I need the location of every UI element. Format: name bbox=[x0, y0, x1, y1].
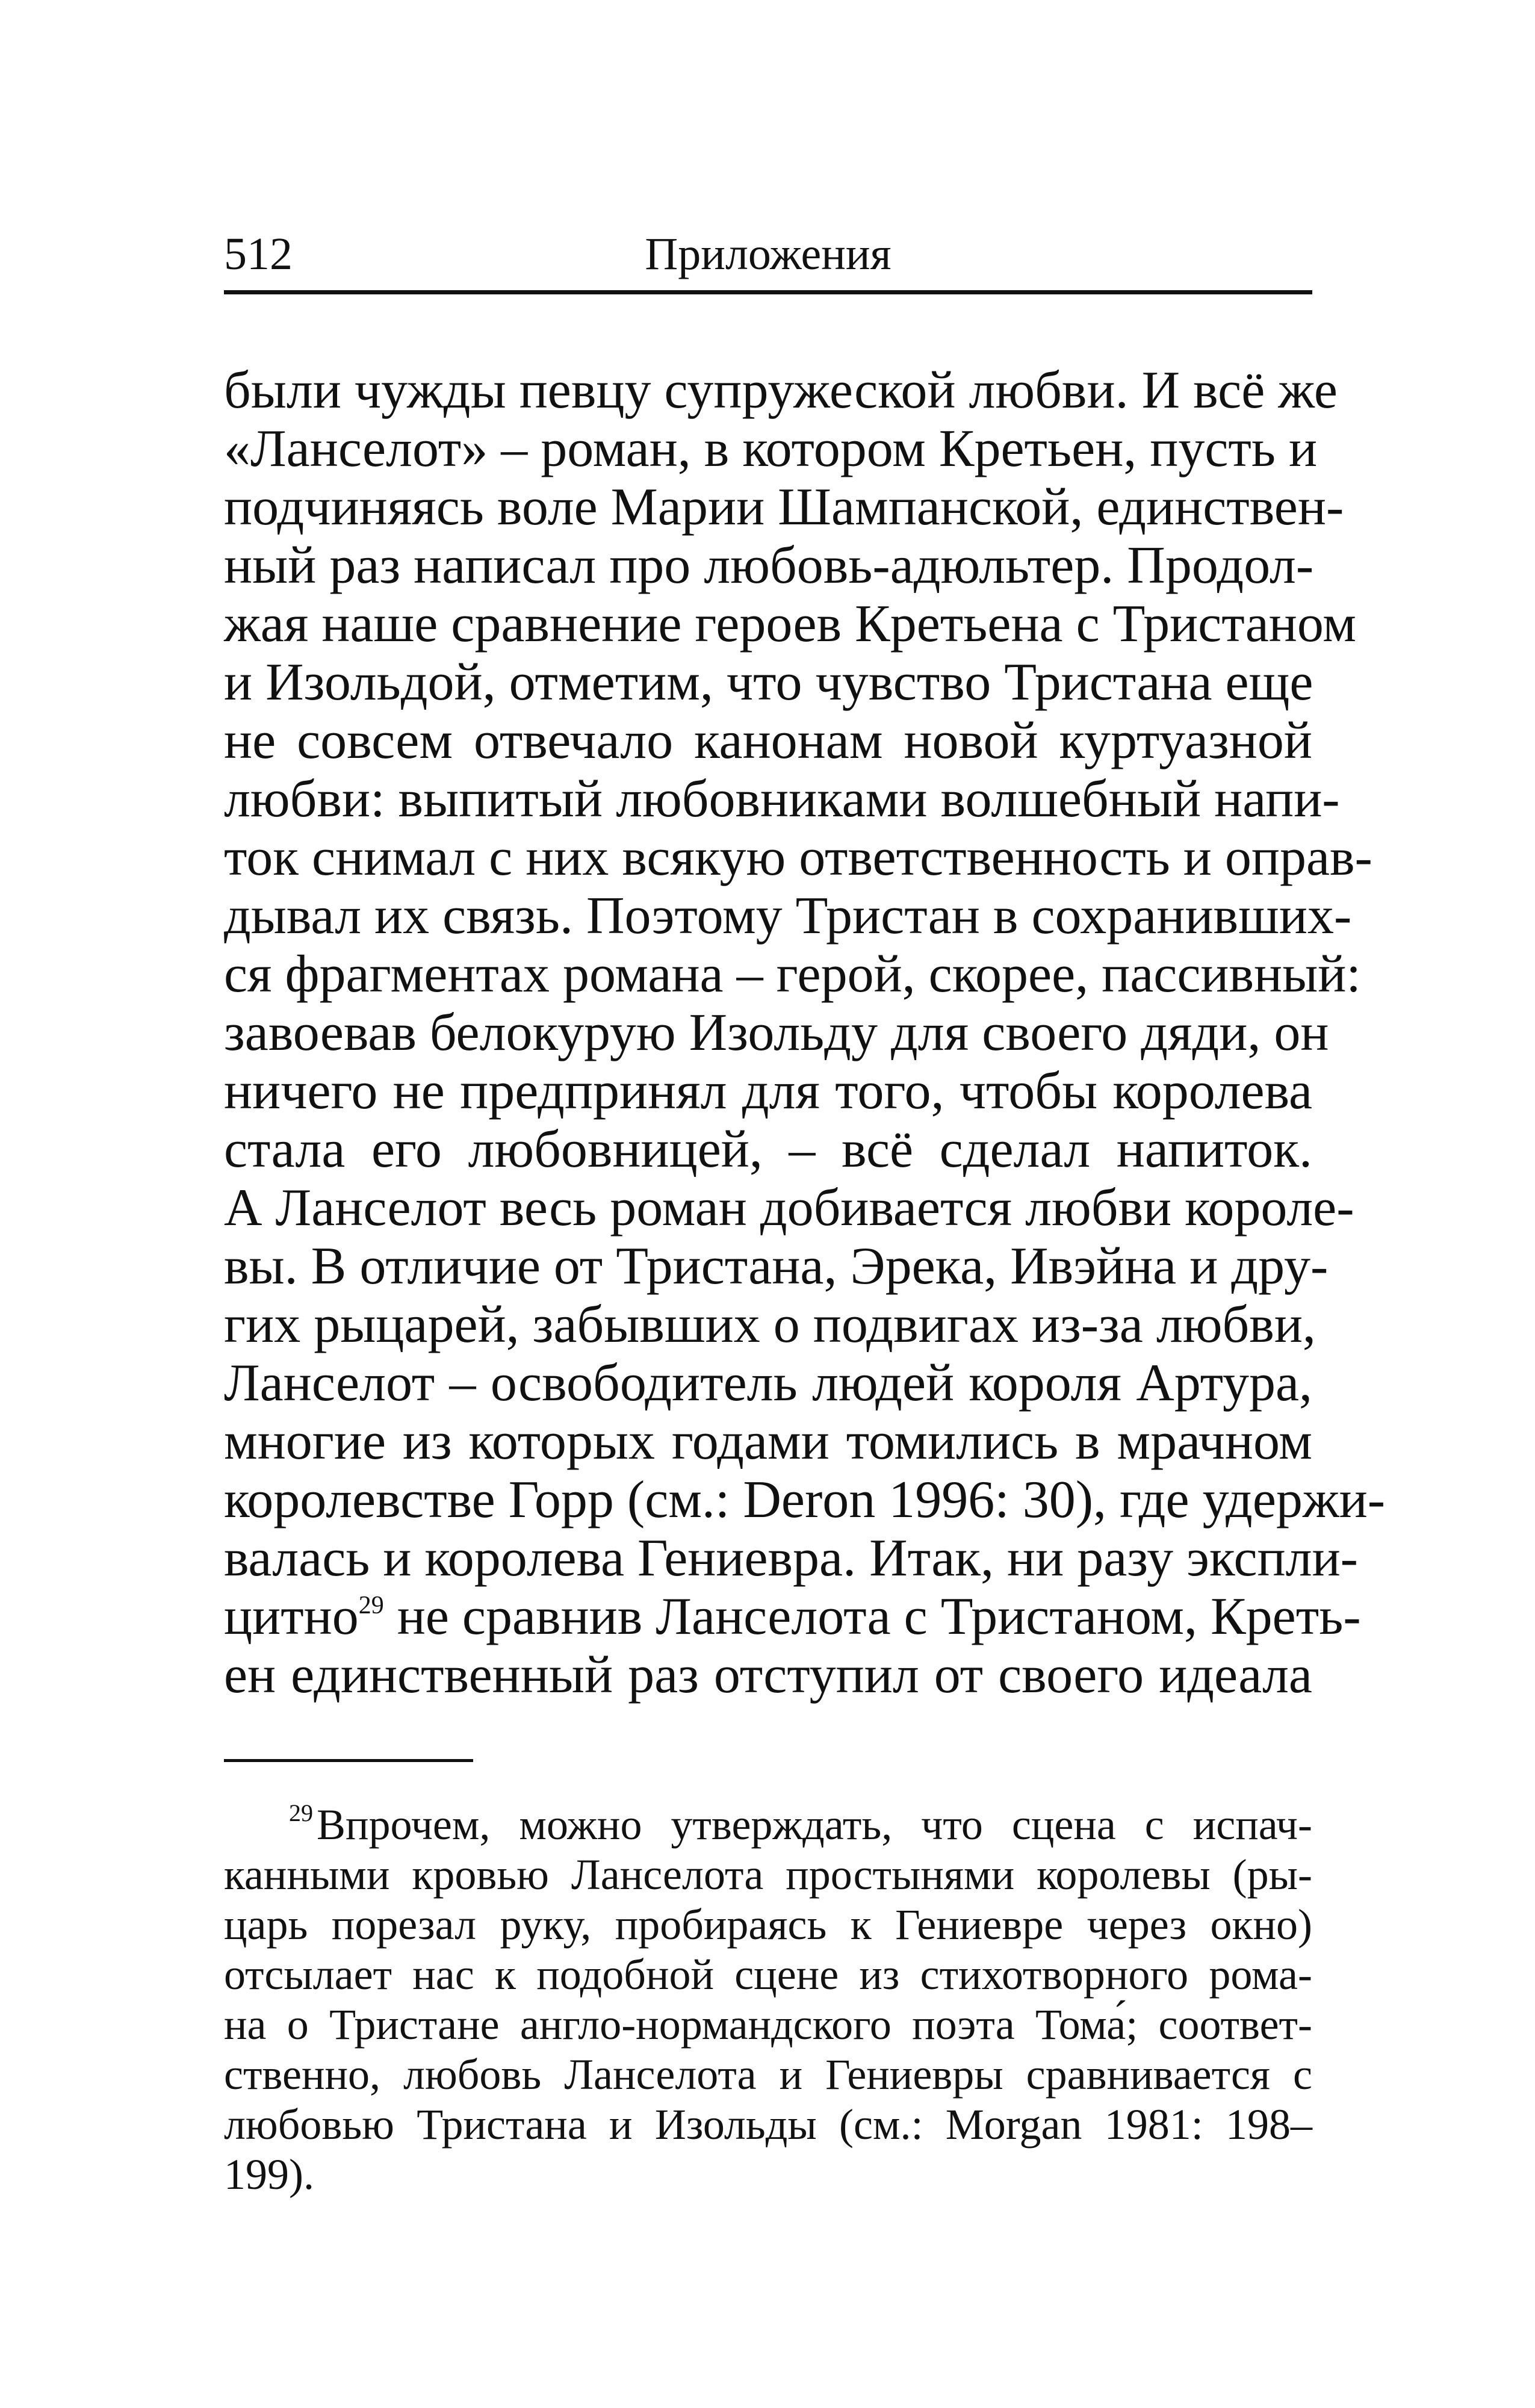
text-line: любви: выпитый любовниками волшебный напи- bbox=[224, 770, 1340, 828]
text-line: Ланселот – освободитель людей короля Артура, bbox=[224, 1354, 1312, 1412]
text-line: ный раз написал про любовь-адюльтер. Продол- bbox=[224, 536, 1314, 595]
text-line: «Ланселот» – роман, в котором Кретьен, пусть и bbox=[224, 420, 1318, 478]
main-text bbox=[224, 361, 1386, 1704]
text-line: жая наше сравнение героев Кретьена с Тристаном bbox=[224, 595, 1356, 653]
text-fragment: не сравнив Ланселота с Тристаном, Креть- bbox=[383, 1587, 1361, 1646]
footnote-line: царь порезал руку, пробираясь к Гениевре через окно) bbox=[224, 1901, 1312, 1949]
text-line: гих рыцарей, забывших о подвигах из-за любви, bbox=[224, 1296, 1316, 1354]
page-number: 512 bbox=[224, 229, 293, 279]
text-line: ен единственный раз отступил от своего идеала bbox=[224, 1646, 1312, 1704]
text-line: и Изольдой, отметим, что чувство Тристана еще bbox=[224, 653, 1313, 712]
text-line: ничего не предпринял для того, чтобы королева bbox=[224, 1062, 1312, 1120]
text-line: не совсем отвечало канонам новой куртуазной bbox=[224, 712, 1312, 770]
running-header bbox=[224, 218, 1312, 294]
text-line: дывал их связь. Поэтому Тристан в сохранивших- bbox=[224, 887, 1352, 945]
footnote-line: на о Тристане англо-нормандского поэта Тома́; соответ- bbox=[224, 2000, 1312, 2049]
footnote-text: Впрочем, можно утверждать, что сцена с испач- bbox=[317, 1801, 1312, 1849]
footnote-marker: 29 bbox=[289, 1799, 313, 1826]
running-title: Приложения bbox=[645, 229, 892, 279]
text-line: валась и королева Гениевра. Итак, ни разу экспли- bbox=[224, 1529, 1358, 1587]
footnote-line: канными кровью Ланселота простынями королевы (ры- bbox=[224, 1851, 1312, 1899]
text-line: завоевав белокурую Изольду для своего дяди, он bbox=[224, 1004, 1329, 1062]
footnote-line: отсылает нас к подобной сцене из стихотворного рома- bbox=[224, 1950, 1312, 1999]
text-line: были чужды певцу супружеской любви. И всё же bbox=[224, 361, 1338, 420]
footnote-line: любовью Тристана и Изольды (см.: Morgan 1981: 198– bbox=[224, 2100, 1312, 2149]
footnote-reference[interactable]: 29 bbox=[358, 1592, 384, 1619]
footnote-line: ственно, любовь Ланселота и Гениевры сравнивается с bbox=[224, 2050, 1312, 2099]
text-line: вы. В отличие от Тристана, Эрека, Ивэйна и дру- bbox=[224, 1237, 1329, 1296]
text-line: ток снимал с них всякую ответственность и оправ- bbox=[224, 828, 1372, 887]
footnote-separator bbox=[224, 1759, 473, 1762]
text-line-with-footnote-ref bbox=[224, 1587, 1361, 1646]
footnote-line bbox=[224, 1800, 1312, 1850]
text-fragment: цитно bbox=[224, 1587, 359, 1646]
text-line: А Ланселот весь роман добивается любви короле- bbox=[224, 1179, 1354, 1237]
text-line: стала его любовницей, – всё сделал напиток. bbox=[224, 1120, 1312, 1179]
text-line: ся фрагментах романа – герой, скорее, пассивный: bbox=[224, 945, 1361, 1004]
text-line: подчиняясь воле Марии Шампанской, единствен- bbox=[224, 478, 1344, 536]
footnote bbox=[224, 1800, 1312, 2200]
text-line: королевстве Горр (см.: Deron 1996: 30), где удержи- bbox=[224, 1471, 1386, 1529]
footnote-line: 199). bbox=[224, 2150, 314, 2199]
text-line: многие из которых годами томились в мрачном bbox=[224, 1412, 1312, 1471]
